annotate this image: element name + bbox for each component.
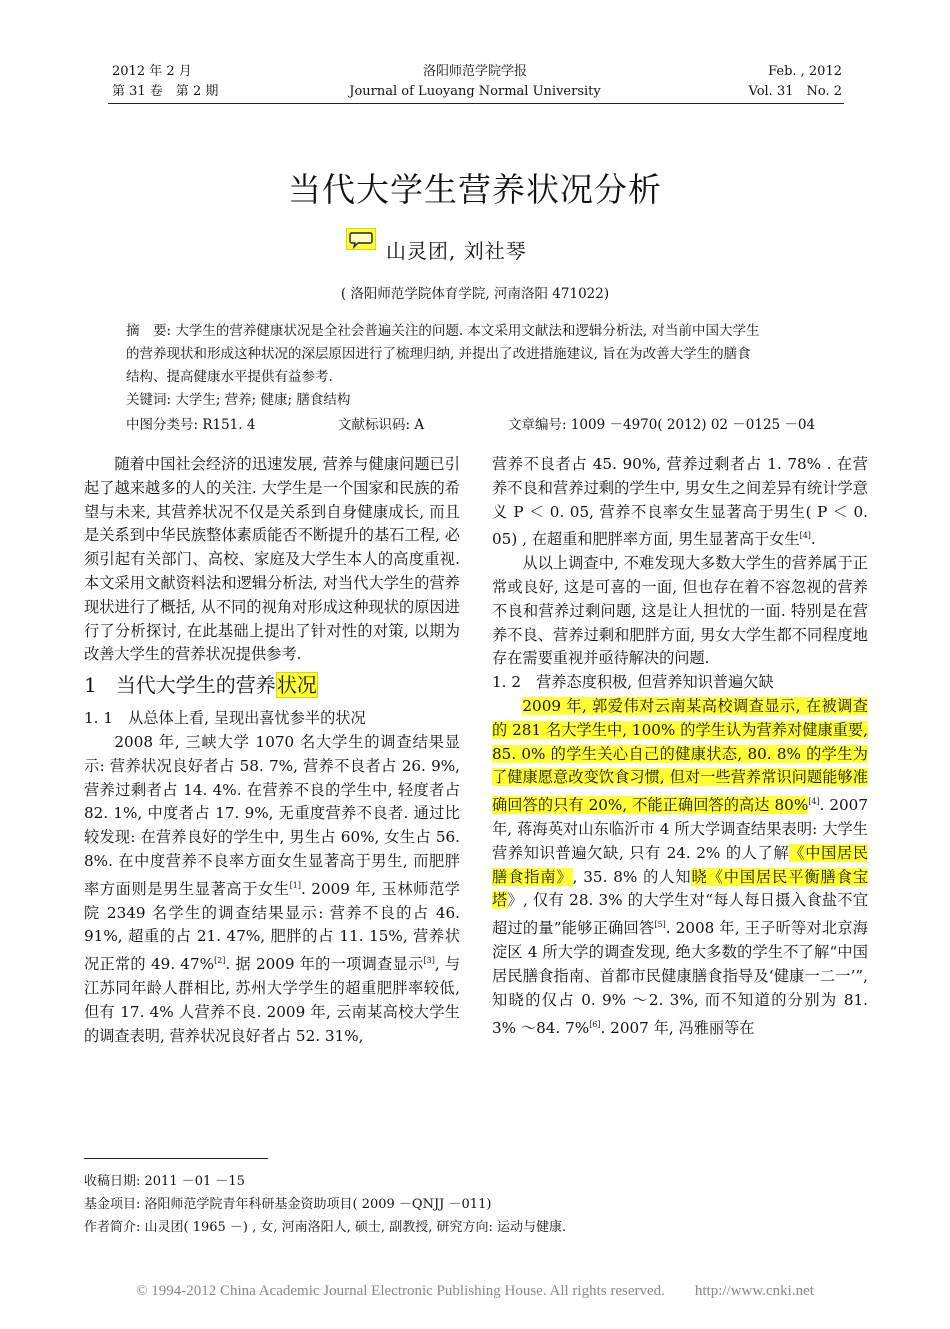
section-1-title: 当代大学生的营养: [115, 673, 276, 698]
header-center: [300, 62, 650, 102]
paragraph-continued: [492, 453, 868, 552]
paragraph-1-1-c: . 据 2009 年的一项调查显示: [225, 955, 424, 974]
affiliation: ( 洛阳师范学院体育学院, 河南洛阳 471022): [340, 286, 610, 302]
paragraph-continued-end: .: [810, 530, 816, 549]
comment-icon[interactable]: [346, 228, 376, 250]
header-date: 2012 年 2 月: [112, 64, 192, 79]
abstract-label: 摘 要:: [126, 323, 172, 339]
highlighted-book-title-2[interactable]: 晓《中国居民平衡膳食宝塔: [492, 867, 869, 910]
section-1-number: 1: [84, 673, 97, 698]
subsection-1-2-heading: 1. 2 营养态度积极, 但营养知识普遍欠缺: [492, 673, 774, 692]
page-title: 当代大学生营养状况分析: [288, 170, 662, 209]
paragraph-1-1-a: 2008 年, 三峡大学 1070 名大学生的调查结果显示: 营养状况良好者占 58. 7%, 营养不良者占 26. 9%, 营养过剩者占 14. 4%. 在营养不良的学生中, 轻度者占 82. 1%, 中度者占 17. 9%, 无重度营养不良者. 通过比较发现: 在营养良好的学生中, 男生占 60%, 女生占 56. 8%. 在中度营养不良率方面女生显著高于男生, 而肥胖率方面则是男生显著高于女生: [84, 732, 460, 898]
fund-info: 基金项目: 洛阳师范学院青年科研基金资助项目( 2009 －QNJJ －011): [84, 1197, 492, 1212]
abstract-text-1: 大学生的营养健康状况是全社会普遍关注的问题. 本文采用文献法和逻辑分析法, 对当前中国大学生: [171, 323, 760, 339]
paragraph-1-2-e: . 2007 年, 冯雅丽等在: [600, 1018, 755, 1037]
authors: 山灵团, 刘社琴: [386, 239, 527, 263]
citation-1: [1]: [289, 880, 302, 890]
journal-name-en: Journal of Luoyang Normal University: [349, 84, 601, 99]
author-bio: 作者简介: 山灵团( 1965 －) , 女, 河南洛阳人, 硕士, 副教授, 研究方向: 运动与健康.: [84, 1220, 567, 1235]
citation-2: [2]: [214, 956, 226, 966]
doc-code: 文献标识码: A: [338, 417, 425, 433]
paragraph-continued-text: 营养不良者占 45. 90%, 营养过剩者占 1. 78% . 在营养不良和营养过剩的学生中, 男女生之间差异有统计学意义 P ＜ 0. 05, 营养不良率女生显著高于男生( P ＜ 0. 05) , 在超重和肥胖率方面, 男生显著高于女生: [492, 455, 868, 549]
clc-number: 中图分类号: R151. 4: [126, 417, 256, 433]
paragraph-1-1: [84, 731, 460, 1048]
citation-4a: [4]: [799, 531, 811, 541]
summary-paragraph: 从以上调查中, 不难发现大多数大学生的营养属于正常或良好, 这是可喜的一面, 但也存在着不容忽视的营养不良和营养过剩问题, 这是让人担忧的一面. 特别是在营养不良、营养过剩和肥胖方面, 男女大学生都不同程度地存在需要重视并亟待解决的问题.: [492, 554, 868, 668]
article-number: 文章编号: 1009 －4970( 2012) 02 －0125 －04: [508, 417, 816, 433]
paragraph-1-2-b: , 35. 8% 的人知: [572, 867, 692, 886]
citation-4b: [4]: [808, 797, 820, 807]
book-title-2-end: 》: [507, 891, 524, 910]
header-volume-en: Vol. 31 No. 2: [748, 84, 842, 99]
section-1-title-highlight[interactable]: 状况: [276, 673, 317, 698]
section-1-heading: [84, 669, 460, 701]
abstract-text-2: 的营养现状和形成这种状况的深层原因进行了梳理归纳, 并提出了改进措施建议, 旨在为改善大学生的膳食: [126, 346, 751, 362]
header-left: [112, 62, 218, 102]
subsection-1-1-heading: 1. 1 从总体上看, 呈现出喜忧参半的状况: [84, 709, 366, 728]
paragraph-1-2-d: . 2008 年, 王子昕等对北京海淀区 4 所大学的调查发现, 绝大多数的学生不了解“中国居民膳食指南、首都市民健康膳食指导及‘健康一二一’”, 知晓的仅占 0. 9% ～2. 3%, 而不知道的分别为 81. 3% ～84. 7%: [492, 919, 868, 1037]
header-date-en: Feb. , 2012: [768, 64, 842, 79]
abstract: [126, 320, 826, 412]
left-column: [84, 453, 460, 1048]
header-rule: [108, 103, 844, 104]
paragraph-1-1-d: , 与江苏同年龄人群相比, 苏州大学学生的超重肥胖率较低, 但有 17. 4% 人营养不良. 2009 年, 云南某高校大学生的调查表明, 营养状况良好者占 52. 31%,: [84, 955, 461, 1045]
copyright-line: © 1994-2012 China Academic Journal Electronic Publishing House. All rights reserved. http://www.cnki.net: [136, 1283, 814, 1299]
intro-paragraph: 随着中国社会经济的迅速发展, 营养与健康问题已引起了越来越多的人的关注. 大学生是一个国家和民族的希望与未来, 其营养状况不仅是关系到自身健康成长, 而且是关系到中华民族整体素质能否不断提升的基石工程, 必须引起有关部门、高校、家庭及大学生本人的高度重视. 本文采用文献资料法和逻辑分析法, 对当代大学生的营养现状进行了概括, 从不同的视角对形成这种现状的原因进行了分析探讨, 在此基础上提出了针对性的对策, 以期为改善大学生的营养状况提供参考.: [84, 455, 460, 664]
right-column: [492, 453, 868, 1040]
citation-3: [3]: [423, 956, 435, 966]
header-right: [700, 62, 842, 102]
paragraph-1-2-a: . 2007 年, 蒋海英对山东临沂市 4 所大学调查结果表明: 大学生营养知识普遍欠缺, 只有 24. 2% 的人了解: [492, 796, 868, 862]
abstract-text-3: 结构、提高健康水平提供有益参考.: [126, 369, 333, 385]
paragraph-1-2-c: , 仅有 28. 3% 的大学生对“每人每日摄入食盐不宜超过的量”能够正确回答: [492, 891, 869, 938]
paragraph-1-2: [492, 695, 868, 1040]
highlighted-book-title-1[interactable]: 《中国居民膳食指南》: [492, 843, 869, 886]
highlighted-passage[interactable]: 2009 年, 郭爱伟对云南某高校调查显示, 在被调查的 281 名大学生中, 100% 的学生认为营养对健康重要, 85. 0% 的学生关心自己的健康状态, 80. 8% 的学生为了健康愿意改变饮食习惯, 但对一些营养常识问题能够准确回答的只有 20%, 不能正确回答的高达 80%: [492, 697, 868, 815]
keywords: 关键词: 大学生; 营养; 健康; 膳食结构: [126, 392, 351, 408]
received-date: 收稿日期: 2011 －01 －15: [84, 1174, 245, 1189]
header-volume: 第 31 卷 第 2 期: [112, 84, 219, 99]
citation-5: [5]: [654, 920, 666, 930]
paragraph-1-1-b: . 2009 年, 玉林师范学院 2349 名学生的调查结果显示: 营养不良的占 46. 91%, 超重的占 21. 47%, 肥胖的占 11. 15%, 营养状况正常的 49. 47%: [84, 879, 460, 974]
journal-name-cn: 洛阳师范学院学报: [422, 64, 527, 79]
footnotes: [84, 1170, 864, 1239]
footnote-rule: [84, 1158, 268, 1159]
citation-6: [6]: [589, 1019, 601, 1029]
